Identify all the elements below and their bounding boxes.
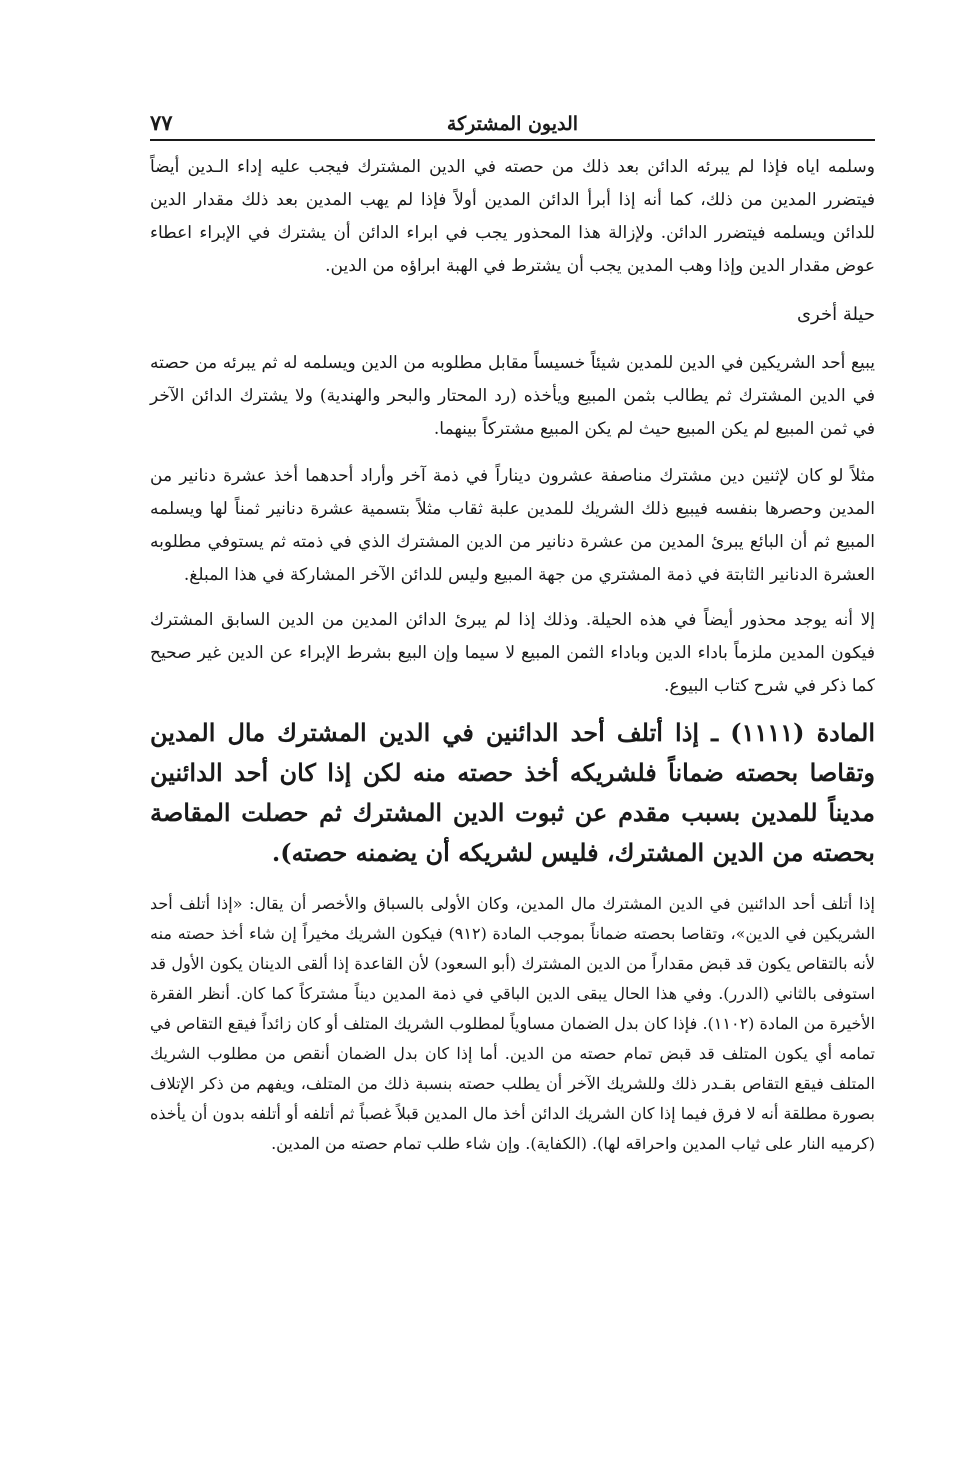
paragraph-3: مثلاً لو كان لإثنين دين مشترك مناصفة عشرون ديناراً في ذمة آخر وأراد أحدهما أخذ عشرة دنانير من المدين وحصرها بنفسه فيبيع ذلك الشريك للمدين علبة ثقاب مثلاً بتسمية عشرة دنانير ثمناً لها ويسلمه المبيع ثم أن البائع يبرئ المدين من عشرة دنانير من الدين المشترك الذي في ذمته ثم يستوفي مطلوبه العشرة الدنانير الثابتة في ذمة المشتري من جهة المبيع وليس للدائن الآخر المشاركة في هذا المبلغ. — [150, 466, 875, 585]
page-number: ٧٧ — [150, 110, 173, 135]
paragraph-1: وسلمه اياه فإذا لم يبرئه الدائن بعد ذلك من حصته في الدين المشترك فيجب عليه إداء الـدين أيضاً فيتضرر المدين من ذلك، كما أنه إذا أبرأ الدائن المدين أولاً فإذا لم يهب المدين بعد ذلك مقدار الدين للدائن ويسلمه فيتضرر الدائن. ولإزالة هذا المحذور يجب في ابراء الدائن أن يشترك في الإبراء اعطاء عوض مقدار الدين وإذا وهب المدين يجب أن يشترط في الهبة ابراؤه من الدين. — [150, 157, 875, 276]
article-1111-text: المادة (١١١١) ـ إذا أتلف أحد الدائنين في الدين المشترك مال المدين وتقاصا بحصته ضماناً فلشريكه أخذ حصته منه لكن إذا كان أحد الدائنين مديناً للمدين بسبب مقدم عن ثبوت الدين المشترك ثم حصلت المقاصة بحصته من الدين المشترك، فليس لشريكه أن يضمنه حصته). — [150, 718, 876, 867]
page-header — [150, 105, 875, 141]
paragraph-4: إلا أنه يوجد محذور أيضاً في هذه الحيلة. وذلك إذا لم يبرئ الدائن المدين من الدين السابق المشترك فيكون المدين ملزماً باداء الدين وباداء الثمن المبيع لا سيما وإن البيع بشرط الإبراء عن الدين غير صحيح كما ذكر في شرح كتاب البيوع. — [150, 610, 875, 696]
section-subheading: حيلة أخرى — [796, 304, 875, 325]
document-page — [150, 105, 875, 1159]
paragraph-2: يبيع أحد الشريكين في الدين للمدين شيئاً خسيساً مقابل مطلوبه من الدين ويسلمه له ثم يبرئه من حصته في الدين المشترك ثم يطالب بثمن المبيع ويأخذه (رد المحتار والبحر والهندية) ولا يشترك الدائن الآخر في ثمن المبيع لم يكن المبيع حيث لم يكن المبيع مشتركاً بينهما. — [150, 353, 875, 439]
article-commentary: إذا أتلف أحد الدائنين في الدين المشترك مال المدين، وكان الأولى بالسباق والأخصر أن يقال: «إذا أتلف أحد الشريكين في الدين»، وتقاصا بحصته ضماناً بموجب المادة (٩١٢) فيكون الشريك مخيراً إن شاء أخذ حصته منه لأنه بالتقاص يكون قد قبض مقداراً من الدين المشترك (أبو السعود) لأن القاعدة إذا ألقى الدينان يكون الأول قد استوفى بالثاني (الدرر). وفي هذا الحال يبقى الدين الباقي في ذمة المدين ديناً مشتركاً كما كان. أنظر الفقرة الأخيرة من المادة (١١٠٢). فإذا كان بدل الضمان مساوياً لمطلوب الشريك المتلف أو كان زائداً فيقع التقاص في تمامه أي يكون المتلف قد قبض تمام حصته من الدين. أما إذا كان بدل الضمان أنقص من مطلوب الشريك المتلف فيقع التقاص بقـدر ذلك وللشريك الآخر أن يطلب حصته بنسبة ذلك من المتلف، ويفهم من ذكر الإتلاف بصورة مطلقة أنه لا فرق فيما إذا كان الشريك الدائن أخذ مال المدين قبلاً غصباً ثم أتلفه أو أتلفه بدون أن يأخذه (كرميه النار على ثياب المدين واحراقه لها). (الكفاية). وإن شاء طلب تمام حصته من المدين. — [150, 894, 876, 1153]
running-title: الديون المشتركة — [446, 113, 579, 135]
